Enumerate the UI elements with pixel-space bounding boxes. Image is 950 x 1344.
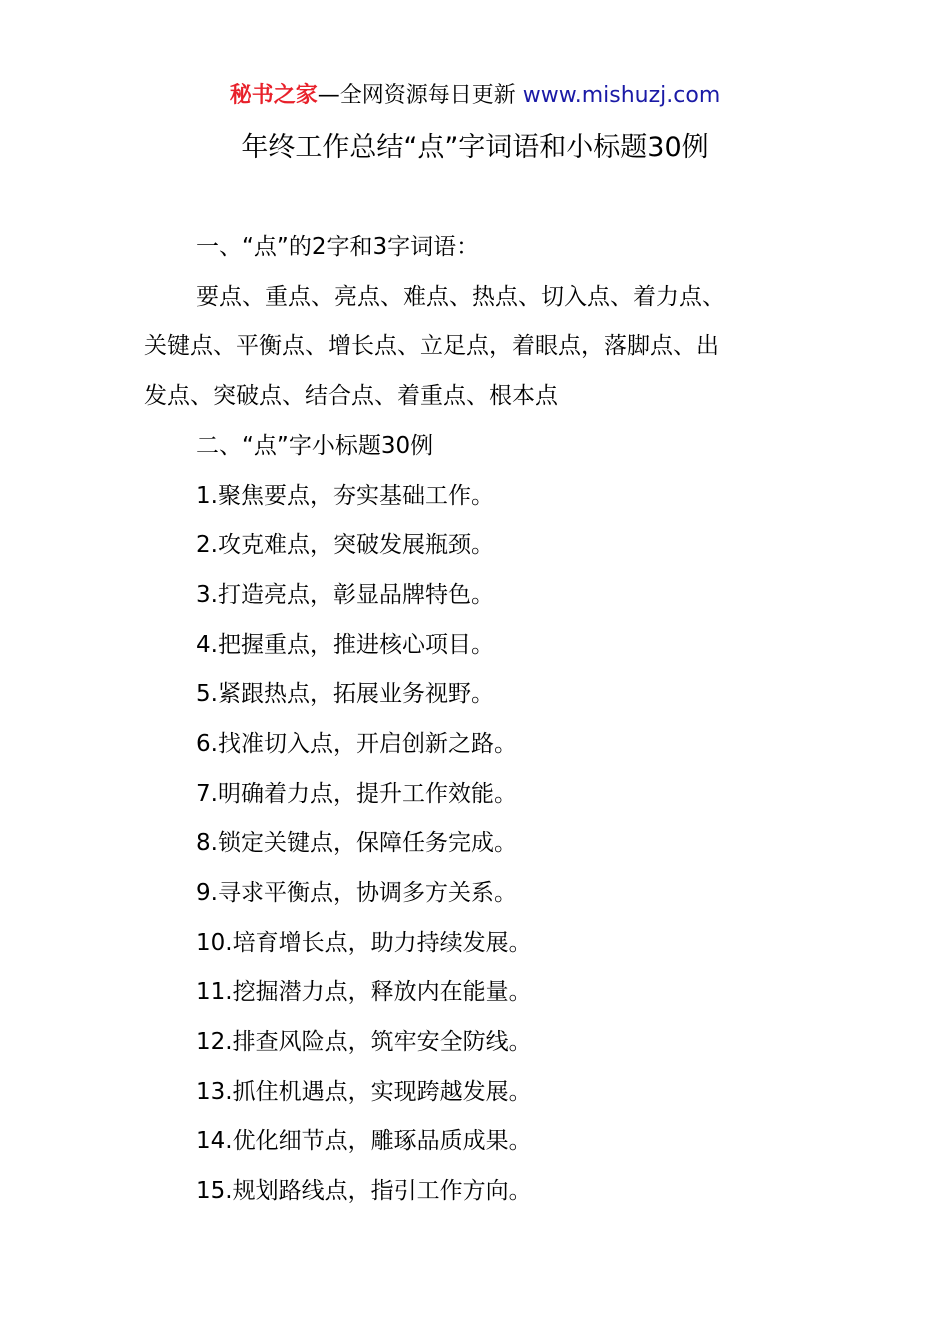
list-item: 10.培育增长点，助力持续发展。 (196, 930, 532, 956)
section1-paragraph-line: 关键点、平衡点、增长点、立足点，着眼点，落脚点、出 (144, 333, 719, 359)
site-header (0, 80, 950, 112)
list-item: 5.紧跟热点，拓展业务视野。 (196, 681, 494, 707)
site-url-link[interactable]: www.mishuzj.com (522, 83, 721, 108)
header-tagline: —全网资源每日更新 (317, 83, 523, 108)
list-item: 3.打造亮点，彰显品牌特色。 (196, 582, 494, 608)
section1-paragraph-line: 要点、重点、亮点、难点、热点、切入点、着力点、 (196, 284, 725, 310)
section1-paragraph-line: 发点、突破点、结合点、着重点、根本点 (144, 383, 558, 409)
list-item: 1.聚焦要点，夯实基础工作。 (196, 483, 494, 509)
list-item: 4.把握重点，推进核心项目。 (196, 632, 494, 658)
list-item: 15.规划路线点，指引工作方向。 (196, 1178, 532, 1204)
list-item: 13.抓住机遇点，实现跨越发展。 (196, 1079, 532, 1105)
list-item: 9.寻求平衡点，协调多方关系。 (196, 880, 517, 906)
list-item: 6.找准切入点，开启创新之路。 (196, 731, 517, 757)
section2-heading: 二、“点”字小标题30例 (196, 433, 434, 459)
list-item: 8.锁定关键点，保障任务完成。 (196, 830, 517, 856)
list-item: 11.挖掘潜力点，释放内在能量。 (196, 979, 532, 1005)
list-item: 2.攻克难点，突破发展瓶颈。 (196, 532, 494, 558)
section1-heading: 一、“点”的2字和3字词语： (196, 234, 480, 260)
list-item: 7.明确着力点，提升工作效能。 (196, 781, 517, 807)
brand-name: 秘书之家 (229, 83, 318, 108)
list-item: 14.优化细节点，雕琢品质成果。 (196, 1128, 532, 1154)
document-title: 年终工作总结“点”字词语和小标题30例 (241, 132, 709, 163)
list-item: 12.排查风险点，筑牢安全防线。 (196, 1029, 532, 1055)
